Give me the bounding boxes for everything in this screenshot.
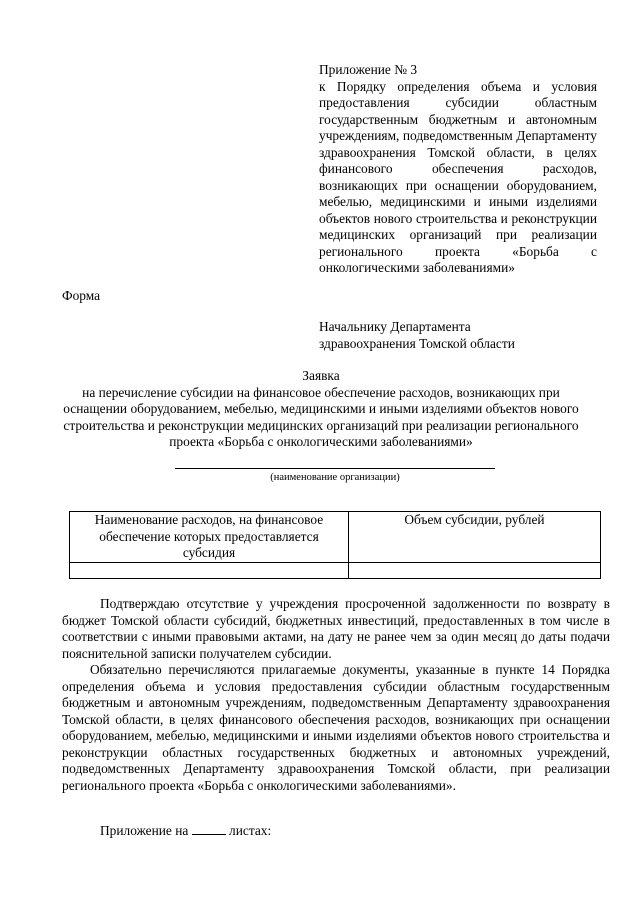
- appendix-number: Приложение № 3: [319, 62, 418, 77]
- body-paragraph-confirmation: Подтверждаю отсутствие у учреждения просроченной задолженности по возврату в бюджет Томской области субсидий, бюджетных инвестиций, предоставленных в том числе в соответствии с иными правовыми актами, на дату не ранее чем за один месяц до даты подачи пояснительной записки получателем субсидии.: [62, 596, 610, 661]
- organization-name-line: [175, 468, 495, 469]
- attachment-suffix: листах:: [229, 823, 272, 838]
- attachment-line: [100, 822, 271, 840]
- addressee-line-1: Начальнику Департамента: [319, 319, 471, 334]
- form-label: Форма: [62, 288, 101, 303]
- table-cell: [349, 562, 601, 578]
- table-row: [70, 562, 601, 578]
- appendix-description: к Порядку определения объема и условия предоставления субсидии областным государственным бюджетным и автономным учреждениям, подведомственным Департаменту здравоохранения Томской области, в целях финансового обеспечения расходов, возникающих при оснащении оборудованием, мебелью, медицинскими и иными изделиями объектов нового строительства и реконструкции медицинских организаций при реализации регионального проекта «Борьба с онкологическими заболеваниями»: [319, 78, 597, 275]
- organization-caption: (наименование организации): [270, 472, 400, 483]
- table-header-subsidy-amount: Объем субсидии, рублей: [349, 512, 601, 563]
- attachment-pages-blank: [192, 822, 226, 835]
- body-text: [62, 596, 610, 794]
- document-subject: на перечисление субсидии на финансовое обеспечение расходов, возникающих при оснащении оборудованием, мебелью, медицинскими и иными изделиями объектов нового строительства и реконструкции медицинских организаций при реализации регионального проекта «Борьба с онкологическими заболеваниями»: [63, 384, 579, 449]
- attachment-prefix: Приложение на: [100, 823, 189, 838]
- addressee-line-2: здравоохранения Томской области: [319, 335, 515, 351]
- expenses-table: [69, 511, 601, 579]
- table-cell: [70, 562, 349, 578]
- appendix-block: [319, 62, 597, 277]
- document-heading: Заявка: [302, 368, 340, 383]
- body-paragraph-documents: Обязательно перечисляются прилагаемые документы, указанные в пункте 14 Порядка определения объема и условия предоставления субсидии областным государственным бюджетным и автономным учреждениям, подведомственным Департаменту здравоохранения Томской области, в целях финансового обеспечения расходов, возникающих при оснащении оборудованием, мебелью, медицинскими и иными изделиями объектов нового строительства и реконструкции областных государственных бюджетных и автономных учреждений, подведомственных Департаменту здравоохранения Томской области, при реализации регионального проекта «Борьба с онкологическими заболеваниями».: [62, 662, 610, 793]
- addressee-block: [319, 319, 609, 352]
- document-title: [62, 368, 580, 451]
- table-header-row: [70, 512, 601, 563]
- table-header-expense-name: Наименование расходов, на финансовое обеспечение которых предоставляется субсидия: [70, 512, 349, 563]
